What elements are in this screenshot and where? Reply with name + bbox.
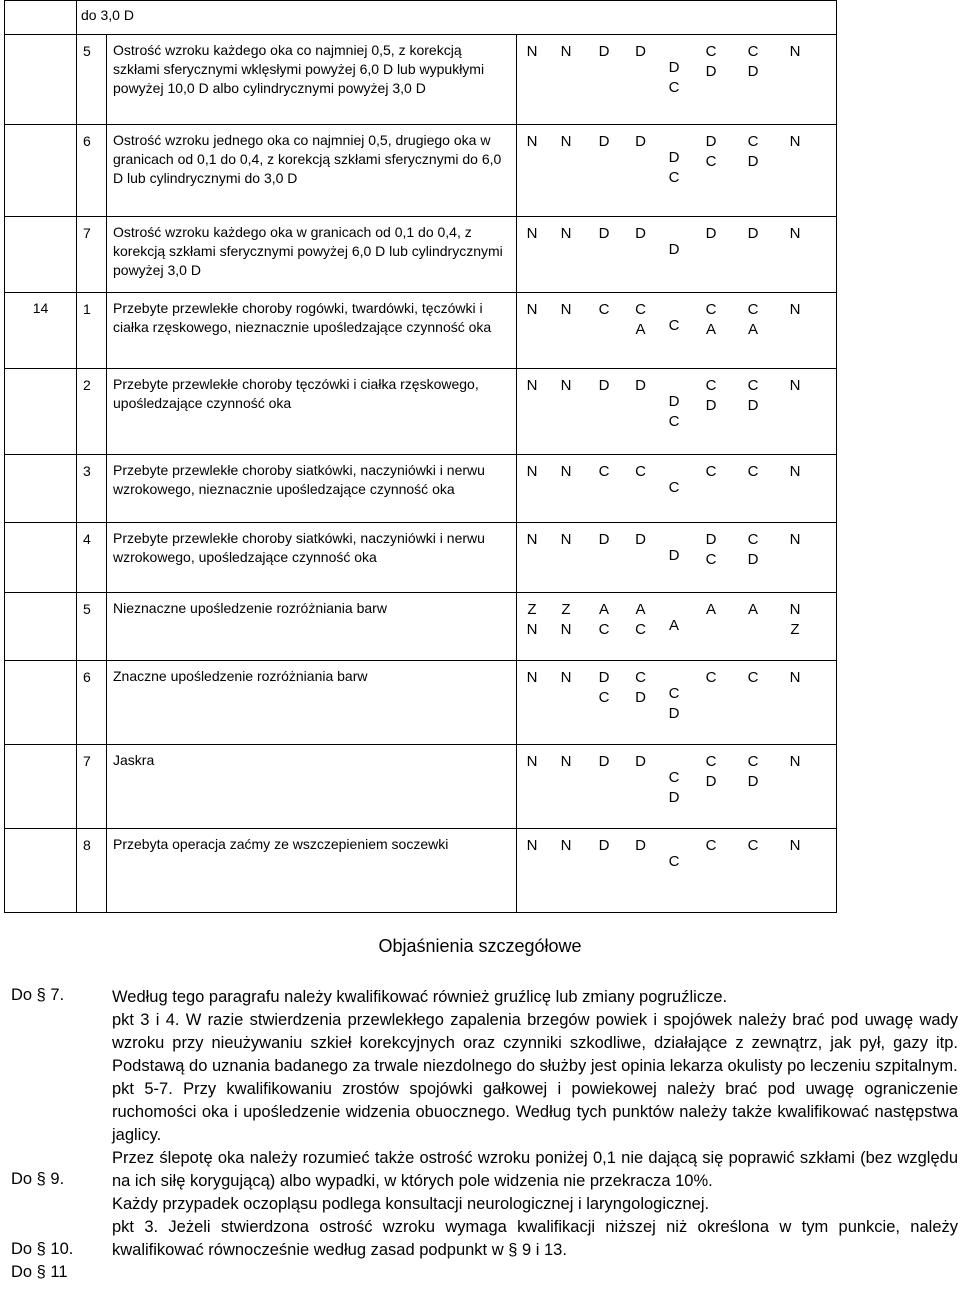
category-code: D bbox=[598, 669, 610, 686]
qualification-codes bbox=[517, 125, 837, 217]
category-code: C bbox=[705, 669, 717, 686]
category-code: D bbox=[747, 397, 759, 414]
category-code: D bbox=[705, 773, 717, 790]
category-code: D bbox=[598, 225, 610, 242]
category-code: N bbox=[560, 377, 572, 394]
table-row bbox=[5, 829, 837, 913]
category-code: C bbox=[668, 853, 680, 870]
note-paragraph: Każdy przypadek oczopląsu podlega konsultacji neurologicznej i laryngologicznej. bbox=[112, 1195, 710, 1213]
note-paragraph: pkt 3. Jeżeli stwierdzona ostrość wzroku wymaga kwalifikacji niższej niż określona w tym punkcie, należy kwalifikować równocześnie według zasad podpunkt w § 9 i 13. bbox=[112, 1218, 958, 1259]
category-code: C bbox=[747, 669, 759, 686]
point-number: 6 bbox=[77, 125, 107, 217]
category-code: D bbox=[668, 705, 680, 722]
category-code: N bbox=[560, 463, 572, 480]
qualification-codes bbox=[517, 829, 837, 913]
category-code: N bbox=[526, 837, 538, 854]
category-code: N bbox=[789, 463, 801, 480]
table-row bbox=[5, 661, 837, 745]
category-code: N bbox=[560, 531, 572, 548]
category-code: D bbox=[747, 63, 759, 80]
category-code: N bbox=[789, 837, 801, 854]
category-code: C bbox=[635, 463, 646, 480]
category-code: C bbox=[705, 463, 717, 480]
category-code: D bbox=[635, 837, 646, 854]
codes-wrapper bbox=[517, 593, 836, 660]
category-code: N bbox=[526, 225, 538, 242]
qualification-codes bbox=[517, 293, 837, 369]
category-code: D bbox=[635, 377, 646, 394]
category-code: N bbox=[526, 43, 538, 60]
table-row bbox=[5, 455, 837, 523]
category-code: C bbox=[747, 837, 759, 854]
condition-description: Ostrość wzroku jednego oka co najmniej 0,5, drugiego oka w granicach od 0,1 do 0,4, z korekcją szkłami sferycznymi do 6,0 D lub cylindrycznymi do 3,0 D bbox=[107, 125, 517, 217]
codes-wrapper bbox=[517, 125, 836, 216]
condition-description: Przebyta operacja zaćmy ze wszczepieniem soczewki bbox=[107, 829, 517, 913]
table-row bbox=[5, 125, 837, 217]
section-number-cell bbox=[5, 35, 77, 125]
section-number-cell bbox=[5, 293, 77, 369]
category-code: N bbox=[560, 669, 572, 686]
category-code: N bbox=[526, 669, 538, 686]
category-code: N bbox=[560, 301, 572, 318]
section-number-cell bbox=[5, 829, 77, 913]
codes-wrapper bbox=[517, 217, 836, 292]
category-code: D bbox=[747, 773, 759, 790]
codes-wrapper bbox=[517, 369, 836, 454]
category-code: N bbox=[560, 753, 572, 770]
category-code: A bbox=[747, 601, 758, 618]
category-code: N bbox=[789, 43, 801, 60]
category-code: A bbox=[598, 601, 609, 618]
category-code: C bbox=[747, 753, 759, 770]
continuation-text: do 3,0 D bbox=[77, 1, 837, 35]
table-row bbox=[5, 217, 837, 293]
codes-wrapper bbox=[517, 829, 836, 912]
category-code: C bbox=[747, 301, 759, 318]
category-code: C bbox=[705, 301, 717, 318]
explanations-body bbox=[112, 986, 958, 1262]
codes-wrapper bbox=[517, 661, 836, 744]
qualification-codes bbox=[517, 369, 837, 455]
qualification-codes bbox=[517, 593, 837, 661]
category-code: C bbox=[747, 531, 759, 548]
category-code: C bbox=[598, 301, 610, 318]
category-code: C bbox=[668, 79, 680, 96]
table-row bbox=[5, 1, 837, 35]
category-code: A bbox=[747, 321, 758, 338]
qualification-codes bbox=[517, 661, 837, 745]
condition-description: Ostrość wzroku każdego oka co najmniej 0,5, z korekcją szkłami sferycznymi wklęsłymi powyżej 6,0 D lub wypukłymi powyżej 10,0 D albo cylindrycznymi powyżej 3,0 D bbox=[107, 35, 517, 125]
section-number-cell bbox=[5, 661, 77, 745]
category-code: D bbox=[747, 551, 759, 568]
section-number-cell bbox=[5, 369, 77, 455]
note-label: Do § 10. bbox=[11, 1240, 74, 1258]
category-code: N bbox=[789, 531, 801, 548]
category-code: N bbox=[526, 301, 538, 318]
category-code: C bbox=[635, 669, 646, 686]
category-code: D bbox=[668, 547, 680, 564]
category-code: D bbox=[705, 225, 717, 242]
point-number: 1 bbox=[77, 293, 107, 369]
section-number-cell bbox=[5, 745, 77, 829]
condition-description: Przebyte przewlekłe choroby tęczówki i ciałka rzęskowego, upośledzające czynność oka bbox=[107, 369, 517, 455]
table-row bbox=[5, 293, 837, 369]
point-number: 7 bbox=[77, 745, 107, 829]
category-code: D bbox=[635, 133, 646, 150]
qualification-codes bbox=[517, 35, 837, 125]
category-code: C bbox=[705, 377, 717, 394]
point-number: 8 bbox=[77, 829, 107, 913]
category-code: C bbox=[598, 689, 610, 706]
point-number: 6 bbox=[77, 661, 107, 745]
table-row bbox=[5, 35, 837, 125]
category-code: N bbox=[526, 133, 538, 150]
category-code: C bbox=[668, 685, 680, 702]
codes-wrapper bbox=[517, 35, 836, 124]
codes-wrapper bbox=[517, 523, 836, 592]
category-code: D bbox=[598, 43, 610, 60]
section-number-cell bbox=[5, 523, 77, 593]
category-code: N bbox=[560, 133, 572, 150]
category-code: C bbox=[668, 479, 680, 496]
point-number: 7 bbox=[77, 217, 107, 293]
qualification-codes bbox=[517, 217, 837, 293]
category-code: N bbox=[526, 621, 538, 638]
point-number: 4 bbox=[77, 523, 107, 593]
category-code: D bbox=[668, 59, 680, 76]
category-code: C bbox=[635, 621, 646, 638]
category-code: D bbox=[598, 377, 610, 394]
category-code: C bbox=[635, 301, 646, 318]
category-code: Z bbox=[561, 601, 571, 618]
category-code: C bbox=[747, 463, 759, 480]
note-paragraph: pkt 5-7. Przy kwalifikowaniu zrostów spojówki gałkowej i powiekowej należy brać pod uwagę ograniczenie ruchomości oka i upośledzenie widzenia obuocznego. Według tych punktów należy także kwalifikować następstwa jaglicy. bbox=[112, 1080, 958, 1144]
table-row bbox=[5, 369, 837, 455]
category-code: C bbox=[668, 769, 680, 786]
category-code: C bbox=[705, 551, 717, 568]
section-number-cell bbox=[5, 217, 77, 293]
category-code: D bbox=[635, 43, 646, 60]
category-code: N bbox=[789, 753, 801, 770]
category-code: C bbox=[705, 753, 717, 770]
category-code: Z bbox=[790, 621, 800, 638]
category-code: N bbox=[526, 463, 538, 480]
category-code: D bbox=[598, 753, 610, 770]
category-code: A bbox=[635, 321, 646, 338]
point-number: 2 bbox=[77, 369, 107, 455]
point-number: 5 bbox=[77, 35, 107, 125]
category-code: N bbox=[560, 225, 572, 242]
condition-description: Ostrość wzroku każdego oka w granicach od 0,1 do 0,4, z korekcją szkłami sferycznymi powyżej 6,0 D lub cylindrycznymi powyżej 3,0 D bbox=[107, 217, 517, 293]
category-code: C bbox=[747, 43, 759, 60]
condition-description: Znaczne upośledzenie rozróżniania barw bbox=[107, 661, 517, 745]
codes-wrapper bbox=[517, 745, 836, 828]
category-code: N bbox=[789, 601, 801, 618]
table-row bbox=[5, 593, 837, 661]
category-code: D bbox=[668, 241, 680, 258]
note-label: Do § 11 bbox=[11, 1263, 68, 1281]
condition-description: Jaskra bbox=[107, 745, 517, 829]
point-number: 5 bbox=[77, 593, 107, 661]
category-code: A bbox=[635, 601, 646, 618]
category-code: C bbox=[705, 153, 717, 170]
qualification-codes bbox=[517, 523, 837, 593]
category-code: D bbox=[598, 837, 610, 854]
condition-description: Przebyte przewlekłe choroby rogówki, twardówki, tęczówki i ciałka rzęskowego, nieznacznie upośledzające czynność oka bbox=[107, 293, 517, 369]
category-code: C bbox=[598, 463, 610, 480]
category-code: A bbox=[705, 321, 716, 338]
table-row bbox=[5, 523, 837, 593]
category-code: D bbox=[668, 393, 680, 410]
category-code: Z bbox=[527, 601, 537, 618]
category-code: D bbox=[705, 63, 717, 80]
table-row bbox=[5, 745, 837, 829]
category-code: D bbox=[705, 397, 717, 414]
category-code: C bbox=[668, 317, 680, 334]
note-label: Do § 9. bbox=[11, 1170, 65, 1188]
condition-description: Przebyte przewlekłe choroby siatkówki, naczyniówki i nerwu wzrokowego, nieznacznie upośledzające czynność oka bbox=[107, 455, 517, 523]
condition-description: Przebyte przewlekłe choroby siatkówki, naczyniówki i nerwu wzrokowego, upośledzające czynność oka bbox=[107, 523, 517, 593]
note-paragraph: Przez ślepotę oka należy rozumieć także ostrość wzroku poniżej 0,1 nie dającą się poprawić szkłami (bez względu na ich siłę korygującą) albo wypadki, w których pole widzenia nie przekracza 10%. bbox=[112, 1149, 958, 1190]
category-code: D bbox=[705, 531, 717, 548]
category-code: D bbox=[668, 149, 680, 166]
category-code: D bbox=[598, 133, 610, 150]
category-code: C bbox=[705, 43, 717, 60]
category-code: N bbox=[789, 133, 801, 150]
category-code: D bbox=[635, 531, 646, 548]
point-number: 3 bbox=[77, 455, 107, 523]
section-number-cell bbox=[5, 593, 77, 661]
qualification-table bbox=[4, 0, 837, 913]
codes-wrapper bbox=[517, 455, 836, 522]
category-code: N bbox=[789, 669, 801, 686]
category-code: N bbox=[789, 377, 801, 394]
category-code: N bbox=[560, 621, 572, 638]
category-code: C bbox=[598, 621, 610, 638]
qualification-codes bbox=[517, 455, 837, 523]
category-code: D bbox=[747, 153, 759, 170]
explanations-heading: Objaśnienia szczegółowe bbox=[378, 936, 582, 956]
category-code: D bbox=[635, 689, 646, 706]
category-code: A bbox=[668, 617, 679, 634]
section-number: 14 bbox=[32, 300, 49, 316]
category-code: A bbox=[705, 601, 716, 618]
category-code: N bbox=[560, 43, 572, 60]
category-code: C bbox=[668, 169, 680, 186]
qualification-codes bbox=[517, 745, 837, 829]
category-code: D bbox=[668, 789, 680, 806]
category-code: C bbox=[705, 837, 717, 854]
category-code: C bbox=[747, 377, 759, 394]
category-code: N bbox=[526, 531, 538, 548]
category-code: D bbox=[598, 531, 610, 548]
category-code: N bbox=[526, 377, 538, 394]
note-label: Do § 7. bbox=[11, 986, 65, 1004]
category-code: D bbox=[635, 225, 646, 242]
note-paragraph: pkt 3 i 4. W razie stwierdzenia przewlekłego zapalenia brzegów powiek i spojówek należy brać pod uwagę wady wzroku przy nieużywaniu szkieł korekcyjnych oraz czynniki szkodliwe, działające z zewnątrz, jak pył, gazy itp. Podstawą do uznania badanego za trwale niezdolnego do służby jest opinia lekarza okulisty po leczeniu szpitalnym. bbox=[112, 1011, 958, 1075]
section-number-cell bbox=[5, 125, 77, 217]
category-code: D bbox=[705, 133, 717, 150]
category-code: N bbox=[526, 753, 538, 770]
category-code: N bbox=[789, 301, 801, 318]
category-code: N bbox=[560, 837, 572, 854]
category-code: D bbox=[635, 753, 646, 770]
note-paragraph: Według tego paragrafu należy kwalifikować również gruźlicę lub zmiany pogruźlicze. bbox=[112, 988, 728, 1006]
category-code: N bbox=[789, 225, 801, 242]
category-code: C bbox=[747, 133, 759, 150]
codes-wrapper bbox=[517, 293, 836, 368]
category-code: D bbox=[747, 225, 759, 242]
category-code: C bbox=[668, 413, 680, 430]
section-number-cell bbox=[5, 455, 77, 523]
condition-description: Nieznaczne upośledzenie rozróżniania barw bbox=[107, 593, 517, 661]
